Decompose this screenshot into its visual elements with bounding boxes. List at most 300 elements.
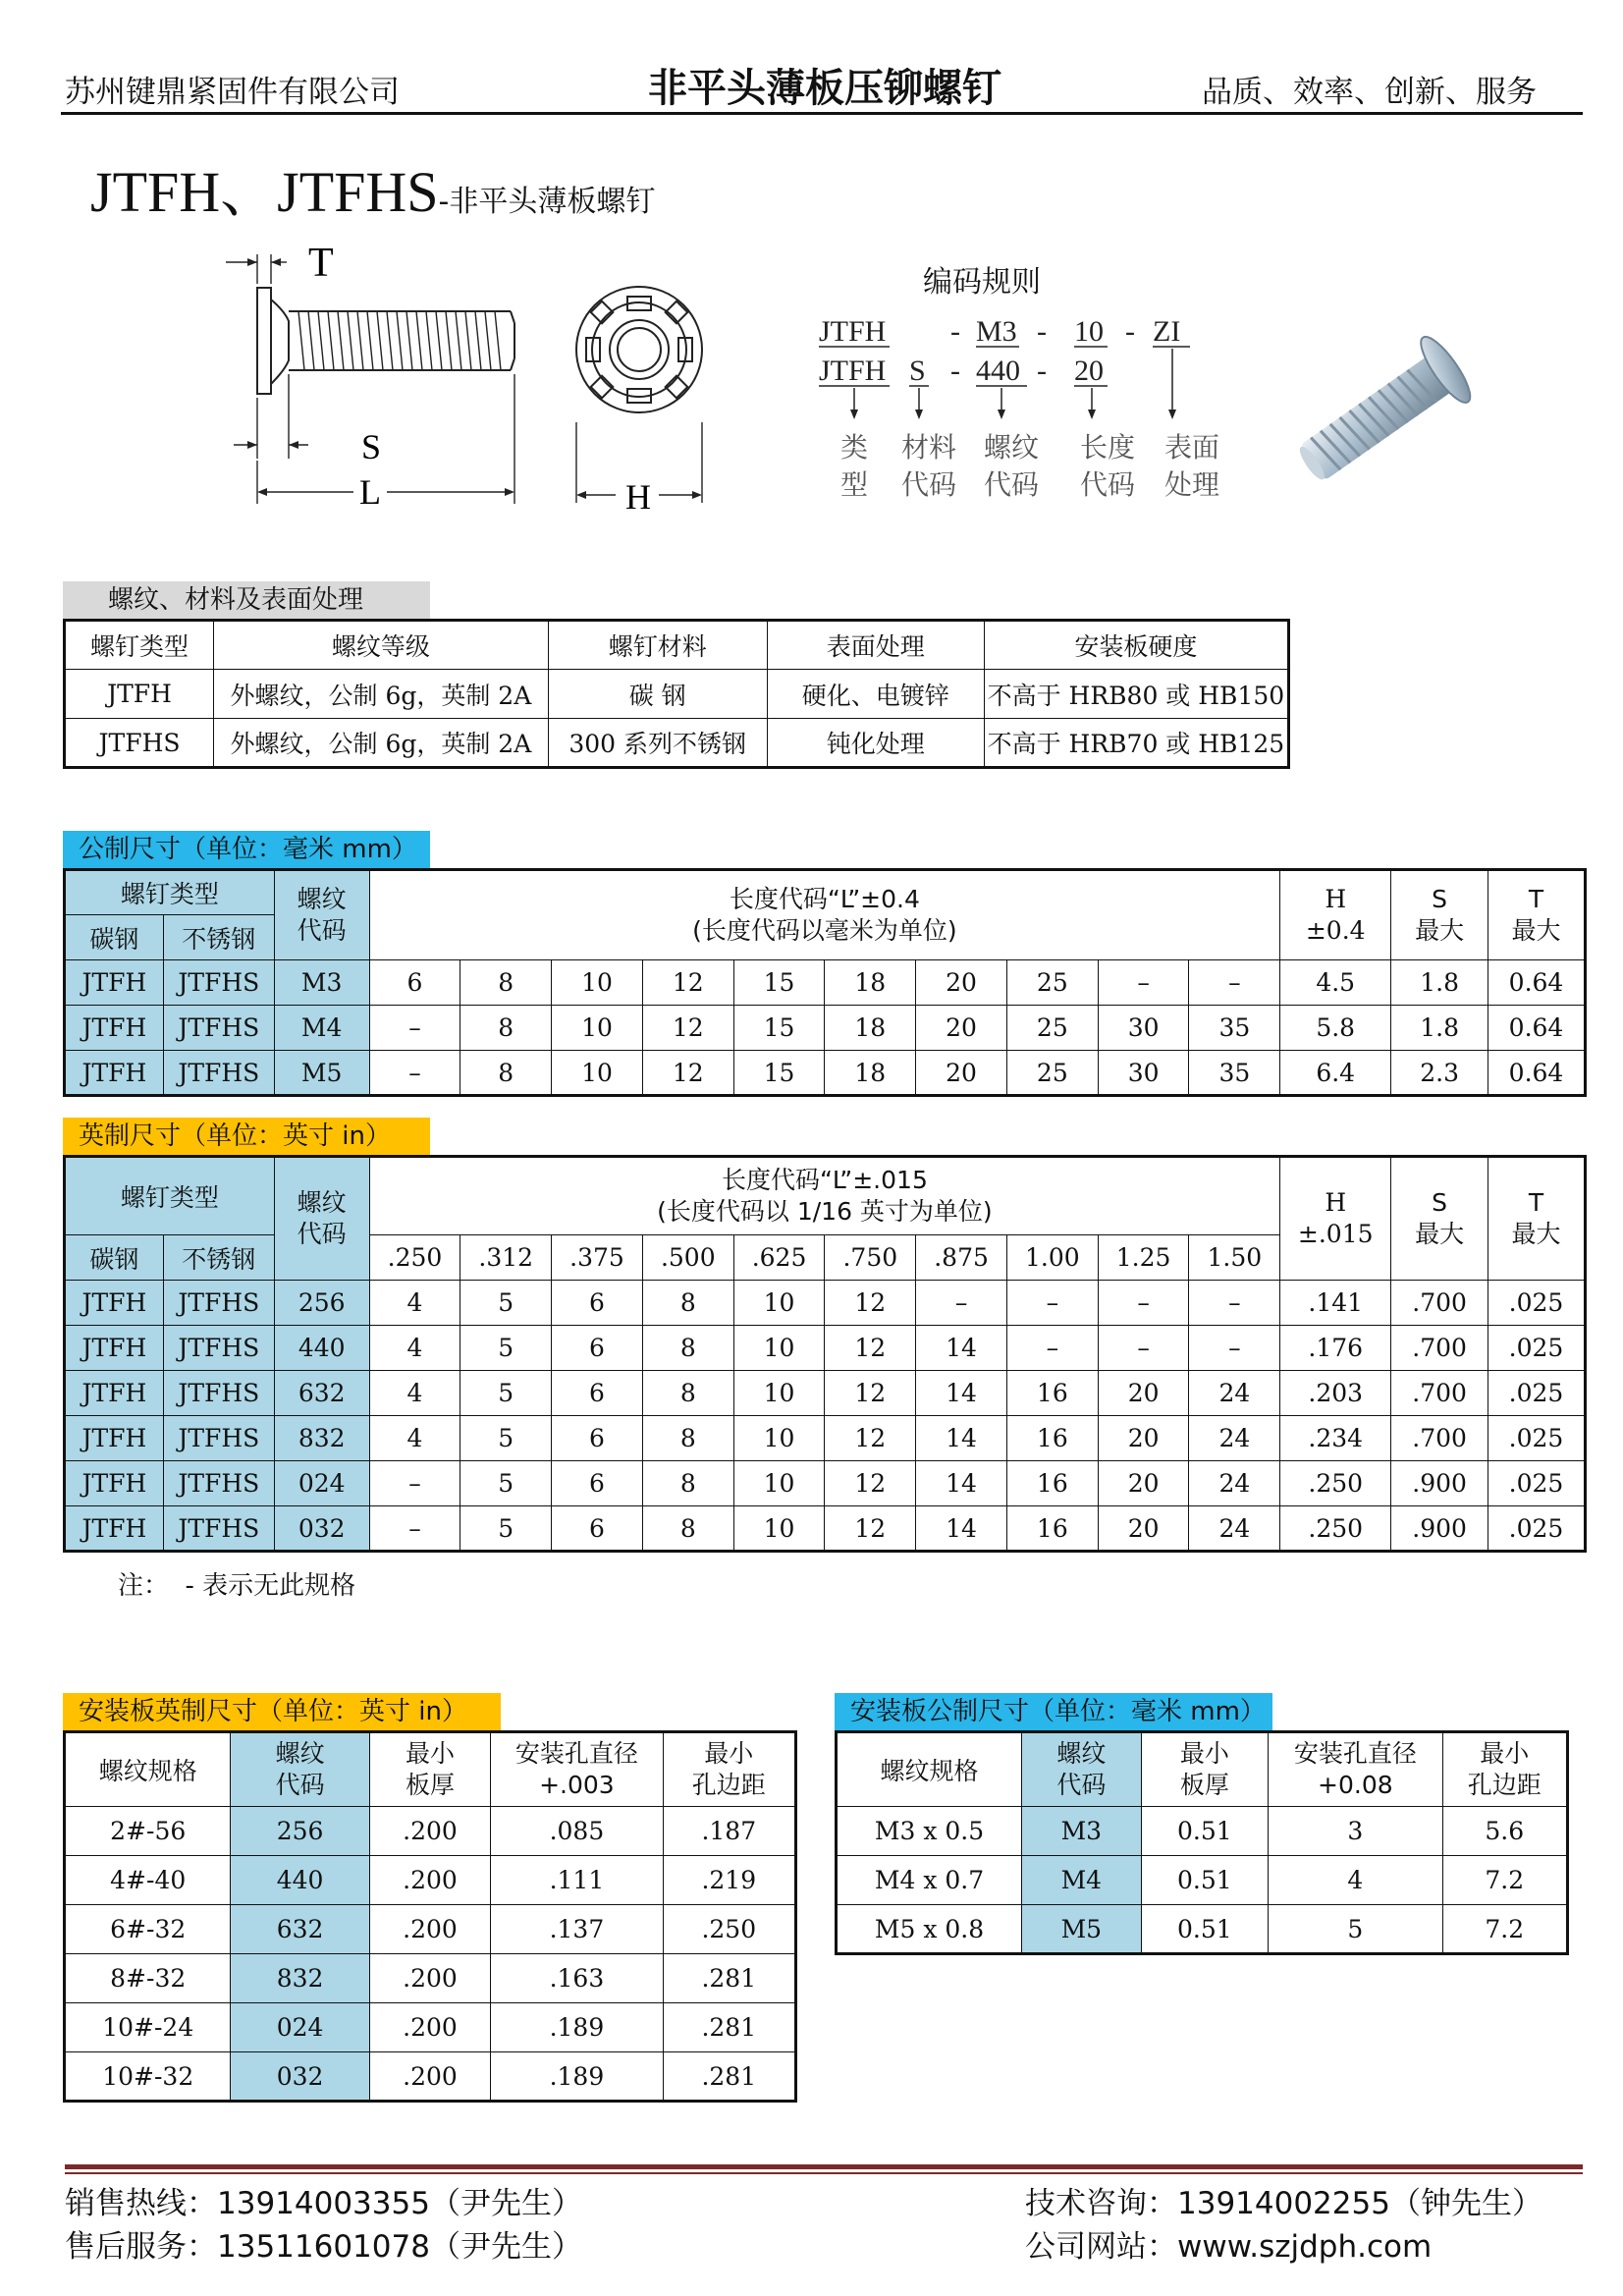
code-row2-material: S xyxy=(909,355,926,387)
thread-header: 螺纹代码 xyxy=(274,1157,369,1281)
code-row1-thread: M3 xyxy=(976,315,1017,348)
table-cell: .025 xyxy=(1488,1281,1586,1326)
table-cell: .163 xyxy=(491,1954,663,2003)
page-title: 非平头薄板压铆螺钉 xyxy=(648,66,1001,111)
table-cell: 24 xyxy=(1189,1461,1280,1506)
product-title: JTFH、JTFHS xyxy=(90,160,439,224)
thread-header: 螺纹代码 xyxy=(274,870,369,960)
table-cell: 25 xyxy=(1006,1006,1098,1051)
edge-header-line2: 孔边距 xyxy=(691,1771,766,1799)
footer-rule xyxy=(65,2164,1583,2169)
code-row1-finish: ZI xyxy=(1153,315,1181,348)
code-row1-dash2: - xyxy=(1037,315,1047,348)
code-label-thread-1: 螺纹 xyxy=(983,431,1040,464)
table-cell: 4 xyxy=(369,1326,460,1371)
thickness-header-line1: 最小 xyxy=(1179,1739,1229,1768)
table-cell: M3 xyxy=(1022,1807,1142,1856)
header-cell: 螺纹等级 xyxy=(214,621,549,670)
length-cell: 1.50 xyxy=(1189,1235,1280,1281)
thickness-header-line2: 板厚 xyxy=(1179,1771,1229,1799)
h-header xyxy=(1280,870,1391,960)
thread-header-line1: 螺纹 xyxy=(275,1739,325,1768)
table-row xyxy=(65,2052,796,2102)
table-cell: JTFHS xyxy=(163,1371,274,1416)
table-cell: .200 xyxy=(369,1954,491,2003)
screw-side-diagram xyxy=(214,241,528,520)
table-cell: 6 xyxy=(552,1506,643,1552)
table-cell: 14 xyxy=(916,1461,1007,1506)
table-cell: 12 xyxy=(642,1051,733,1096)
table-cell: – xyxy=(1006,1281,1098,1326)
table-cell: .700 xyxy=(1391,1371,1488,1416)
table-cell: 12 xyxy=(825,1506,916,1552)
table-row xyxy=(65,1905,796,1954)
table-cell: 12 xyxy=(642,1006,733,1051)
table-cell: 24 xyxy=(1189,1371,1280,1416)
hole-header-line2: +0.08 xyxy=(1318,1771,1393,1799)
table-cell: 20 xyxy=(916,960,1007,1006)
edge-header xyxy=(1442,1732,1567,1807)
table-cell: 8 xyxy=(642,1281,733,1326)
thread-header xyxy=(231,1732,369,1807)
table-cell: .219 xyxy=(663,1856,795,1905)
code-label-type-2: 型 xyxy=(839,468,869,501)
table-cell: 8 xyxy=(642,1506,733,1552)
table-cell: JTFHS xyxy=(65,719,214,768)
table-cell: 4 xyxy=(369,1281,460,1326)
table-cell: .200 xyxy=(369,2052,491,2102)
table-cell: .025 xyxy=(1488,1461,1586,1506)
table-row xyxy=(65,1326,1586,1371)
length-cell: .312 xyxy=(460,1235,552,1281)
table-cell: 0.64 xyxy=(1488,1006,1586,1051)
table-cell: 8 xyxy=(642,1416,733,1461)
table-row xyxy=(837,1905,1568,1954)
table-cell: 14 xyxy=(916,1326,1007,1371)
table-cell: 10 xyxy=(733,1281,825,1326)
s-header xyxy=(1391,1157,1488,1281)
header-cell: 螺钉材料 xyxy=(548,621,767,670)
table-cell: 20 xyxy=(1098,1416,1189,1461)
table-cell: 6 xyxy=(552,1326,643,1371)
table-cell: 440 xyxy=(231,1856,369,1905)
mount-imperial-section-label: 安装板英制尺寸（单位：英寸 in） xyxy=(63,1693,501,1730)
length-cell: .750 xyxy=(825,1235,916,1281)
table-cell: M3 x 0.5 xyxy=(837,1807,1022,1856)
code-row1-type: JTFH xyxy=(819,315,887,348)
s-header-line2: 最大 xyxy=(1415,916,1465,945)
table-cell: .281 xyxy=(663,2052,795,2102)
h-header xyxy=(1280,1157,1391,1281)
table-cell: 30 xyxy=(1098,1006,1189,1051)
table-cell: 6 xyxy=(552,1371,643,1416)
edge-header xyxy=(663,1732,795,1807)
length-cell: .250 xyxy=(369,1235,460,1281)
code-row2-type: JTFH xyxy=(819,355,887,387)
table-cell: 8 xyxy=(460,1006,552,1051)
table-cell: 12 xyxy=(825,1416,916,1461)
table-cell: JTFH xyxy=(65,1326,164,1371)
table-cell: 12 xyxy=(642,960,733,1006)
table-cell: .700 xyxy=(1391,1416,1488,1461)
table-cell: 35 xyxy=(1189,1006,1280,1051)
table-cell: 632 xyxy=(274,1371,369,1416)
table-cell: 5 xyxy=(460,1506,552,1552)
table-cell: M5 xyxy=(274,1051,369,1096)
table-cell: 5 xyxy=(460,1416,552,1461)
table-cell: 5.6 xyxy=(1442,1807,1567,1856)
table-cell: 12 xyxy=(825,1371,916,1416)
table-row xyxy=(65,1954,796,2003)
code-label-thread-2: 代码 xyxy=(983,468,1040,501)
table-cell: 16 xyxy=(1006,1371,1098,1416)
table-cell: JTFH xyxy=(65,1416,164,1461)
table-cell: – xyxy=(1006,1326,1098,1371)
table-cell: .281 xyxy=(663,1954,795,2003)
table-cell: – xyxy=(369,1461,460,1506)
table-cell: 不高于 HRB80 或 HB150 xyxy=(984,670,1288,719)
table-cell: .900 xyxy=(1391,1506,1488,1552)
table-cell: JTFHS xyxy=(163,960,274,1006)
code-row1-length: 10 xyxy=(1074,315,1104,348)
table-row xyxy=(65,1006,1586,1051)
code-label-finish-1: 表面 xyxy=(1163,431,1220,464)
table-cell: 16 xyxy=(1006,1461,1098,1506)
table-cell: 硬化、电镀锌 xyxy=(767,670,984,719)
table-cell: 256 xyxy=(231,1807,369,1856)
table-cell: 6 xyxy=(552,1461,643,1506)
s-header xyxy=(1391,870,1488,960)
table-cell: – xyxy=(916,1281,1007,1326)
imperial-section-label: 英制尺寸（单位：英寸 in） xyxy=(63,1118,430,1155)
table-cell: 024 xyxy=(231,2003,369,2052)
table-cell: JTFH xyxy=(65,1006,164,1051)
table-cell: JTFHS xyxy=(163,1416,274,1461)
table-cell: 10 xyxy=(552,1006,643,1051)
table-cell: 4 xyxy=(369,1416,460,1461)
length-header xyxy=(369,1157,1280,1235)
length-cell: 1.25 xyxy=(1098,1235,1189,1281)
table-cell: 10 xyxy=(733,1326,825,1371)
metric-table xyxy=(63,868,1587,1097)
thickness-header-line2: 板厚 xyxy=(406,1771,456,1799)
table-cell: JTFHS xyxy=(163,1326,274,1371)
table-cell: – xyxy=(369,1506,460,1552)
table-cell: JTFHS xyxy=(163,1051,274,1096)
table-row xyxy=(65,1281,1586,1326)
table-cell: 832 xyxy=(274,1416,369,1461)
table-cell: 16 xyxy=(1006,1416,1098,1461)
length-header-line1: 长度代码“L”±.015 xyxy=(721,1166,928,1194)
table-cell: 6 xyxy=(552,1416,643,1461)
metric-section-label: 公制尺寸（单位：毫米 mm） xyxy=(63,831,430,868)
table-cell: .025 xyxy=(1488,1416,1586,1461)
table-cell: 20 xyxy=(1098,1371,1189,1416)
table-cell: 3 xyxy=(1269,1807,1442,1856)
table-cell: – xyxy=(1098,960,1189,1006)
spec-header: 螺纹规格 xyxy=(837,1732,1022,1807)
table-cell: 4#-40 xyxy=(65,1856,231,1905)
table-cell: 10 xyxy=(733,1371,825,1416)
table-cell: M4 xyxy=(1022,1856,1142,1905)
code-label-length-2: 代码 xyxy=(1079,468,1136,501)
table-cell: .250 xyxy=(1280,1461,1391,1506)
company-name: 苏州键鼎紧固件有限公司 xyxy=(65,75,400,110)
length-header-line1: 长度代码“L”±0.4 xyxy=(729,885,920,913)
table-cell: M5 xyxy=(1022,1905,1142,1954)
header-rule xyxy=(61,112,1583,115)
table-cell: 14 xyxy=(916,1416,1007,1461)
code-row2-dash1: - xyxy=(950,355,960,387)
table-cell: JTFHS xyxy=(163,1506,274,1552)
table-cell: 8 xyxy=(642,1371,733,1416)
footer-sales: 销售热线：13914003355（尹先生） xyxy=(65,2186,582,2221)
hole-header-line2: +.003 xyxy=(539,1771,615,1799)
screw-end-diagram xyxy=(565,275,722,525)
table-cell: 0.64 xyxy=(1488,960,1586,1006)
table-cell: 440 xyxy=(274,1326,369,1371)
edge-header-line1: 最小 xyxy=(1480,1739,1530,1768)
table-cell: 18 xyxy=(825,960,916,1006)
h-header-line2: ±.015 xyxy=(1297,1220,1374,1248)
mount-metric-section-label: 安装板公制尺寸（单位：毫米 mm） xyxy=(835,1693,1272,1730)
table-cell: .176 xyxy=(1280,1326,1391,1371)
length-header-line2: (长度代码以 1/16 英寸为单位) xyxy=(657,1197,993,1226)
table-row xyxy=(837,1807,1568,1856)
table-cell: 6 xyxy=(552,1281,643,1326)
code-label-material-2: 代码 xyxy=(900,468,957,501)
table-cell: 2#-56 xyxy=(65,1807,231,1856)
thread-header xyxy=(1022,1732,1142,1807)
table-row xyxy=(65,1506,1586,1552)
table-cell: 钝化处理 xyxy=(767,719,984,768)
footer-tech: 技术咨询：13914002255（钟先生） xyxy=(1025,2186,1542,2221)
table-cell: .200 xyxy=(369,1807,491,1856)
table-cell: JTFHS xyxy=(163,1281,274,1326)
note: 注： - 表示无此规格 xyxy=(118,1571,356,1601)
table-cell: .025 xyxy=(1488,1371,1586,1416)
table-cell: 5 xyxy=(460,1281,552,1326)
table-cell: 5 xyxy=(460,1371,552,1416)
thread-header-line1: 螺纹 xyxy=(1056,1739,1107,1768)
table-cell: JTFH xyxy=(65,1051,164,1096)
table-cell: JTFHS xyxy=(163,1461,274,1506)
table-cell: 12 xyxy=(825,1326,916,1371)
table-cell: JTFH xyxy=(65,1371,164,1416)
thickness-header-line1: 最小 xyxy=(406,1739,456,1768)
length-cell: .500 xyxy=(642,1235,733,1281)
table-cell: 8 xyxy=(460,960,552,1006)
length-header-line2: (长度代码以毫米为单位) xyxy=(692,916,957,945)
label-t: T xyxy=(308,241,334,286)
table-cell: .200 xyxy=(369,1856,491,1905)
t-header-line1: T xyxy=(1528,885,1544,913)
table-header-row xyxy=(65,621,1289,670)
table-cell: M4 xyxy=(274,1006,369,1051)
table-cell: JTFH xyxy=(65,1461,164,1506)
code-row1-dash1: - xyxy=(950,315,960,348)
table-cell: 5.8 xyxy=(1280,1006,1391,1051)
table-cell: .025 xyxy=(1488,1326,1586,1371)
table-cell: – xyxy=(1189,1326,1280,1371)
length-cell: .375 xyxy=(552,1235,643,1281)
table-cell: 20 xyxy=(1098,1506,1189,1552)
coding-title: 编码规则 xyxy=(923,265,1041,300)
table-cell: 35 xyxy=(1189,1051,1280,1096)
table-cell: 1.8 xyxy=(1391,960,1488,1006)
table-cell: .141 xyxy=(1280,1281,1391,1326)
table-row xyxy=(837,1856,1568,1905)
table-row xyxy=(65,2003,796,2052)
table-cell: – xyxy=(369,1006,460,1051)
table-cell: .200 xyxy=(369,2003,491,2052)
table-cell: 14 xyxy=(916,1506,1007,1552)
code-row2-length: 20 xyxy=(1074,355,1104,387)
table-cell: 6#-32 xyxy=(65,1905,231,1954)
product-photo xyxy=(1267,295,1502,530)
header-cell: 螺钉类型 xyxy=(65,621,214,670)
table-row xyxy=(65,1371,1586,1416)
table-cell: JTFH xyxy=(65,1281,164,1326)
table-cell: 15 xyxy=(733,1051,825,1096)
table-cell: 18 xyxy=(825,1051,916,1096)
table-cell: 12 xyxy=(825,1281,916,1326)
header-cell: 安装板硬度 xyxy=(984,621,1288,670)
table-cell: 24 xyxy=(1189,1506,1280,1552)
header-cell: 表面处理 xyxy=(767,621,984,670)
mount-metric-table xyxy=(835,1730,1569,1955)
table-cell: 256 xyxy=(274,1281,369,1326)
table-row xyxy=(65,670,1289,719)
table-cell: 1.8 xyxy=(1391,1006,1488,1051)
table-cell: 032 xyxy=(274,1506,369,1552)
edge-header-line1: 最小 xyxy=(704,1739,754,1768)
product-title-block xyxy=(90,145,655,228)
length-cell: 1.00 xyxy=(1006,1235,1098,1281)
table-cell: 8#-32 xyxy=(65,1954,231,2003)
stainless-header: 不锈钢 xyxy=(163,1235,274,1281)
table-cell: 8 xyxy=(460,1051,552,1096)
table-cell: .200 xyxy=(369,1905,491,1954)
table-cell: 4.5 xyxy=(1280,960,1391,1006)
table-cell: 10 xyxy=(733,1461,825,1506)
table-cell: 632 xyxy=(231,1905,369,1954)
t-header xyxy=(1488,1157,1586,1281)
thickness-header xyxy=(369,1732,491,1807)
table-cell: .111 xyxy=(491,1856,663,1905)
t-header-line2: 最大 xyxy=(1511,916,1561,945)
footer-rule-thin xyxy=(65,2172,1583,2174)
table-cell: 6 xyxy=(369,960,460,1006)
table-cell: 4 xyxy=(369,1371,460,1416)
type-header: 螺钉类型 xyxy=(65,870,275,915)
thread-header-line2: 代码 xyxy=(1056,1771,1107,1799)
table-row xyxy=(65,1856,796,1905)
table-cell: .189 xyxy=(491,2052,663,2102)
table-cell: 6.4 xyxy=(1280,1051,1391,1096)
table-cell: JTFHS xyxy=(163,1006,274,1051)
length-header xyxy=(369,870,1280,960)
table-cell: .187 xyxy=(663,1807,795,1856)
table-cell: 14 xyxy=(916,1371,1007,1416)
table-cell: .700 xyxy=(1391,1281,1488,1326)
code-label-length-1: 长度 xyxy=(1079,431,1136,464)
table-cell: .250 xyxy=(663,1905,795,1954)
length-cell: .625 xyxy=(733,1235,825,1281)
table-cell: 5 xyxy=(1269,1905,1442,1954)
code-label-type-1: 类 xyxy=(839,431,869,464)
code-label-finish-2: 处理 xyxy=(1163,468,1220,501)
table-cell: .250 xyxy=(1280,1506,1391,1552)
table-cell: 10#-32 xyxy=(65,2052,231,2102)
product-subtitle: -非平头薄板螺钉 xyxy=(438,185,656,219)
table-cell: – xyxy=(369,1051,460,1096)
table-cell: 5 xyxy=(460,1461,552,1506)
imperial-table xyxy=(63,1155,1587,1553)
table-cell: – xyxy=(1098,1281,1189,1326)
table-cell: 5 xyxy=(460,1326,552,1371)
slogan: 品质、效率、创新、服务 xyxy=(1202,75,1537,110)
s-header-line2: 最大 xyxy=(1415,1220,1465,1248)
table-cell: .189 xyxy=(491,2003,663,2052)
table-cell: .281 xyxy=(663,2003,795,2052)
table-cell: 外螺纹，公制 6g，英制 2A xyxy=(214,719,549,768)
table-cell: 10#-24 xyxy=(65,2003,231,2052)
table-cell: 20 xyxy=(916,1051,1007,1096)
table-cell: 7.2 xyxy=(1442,1856,1567,1905)
table-cell: 4 xyxy=(1269,1856,1442,1905)
footer-website: 公司网站：www.szjdph.com xyxy=(1025,2229,1433,2265)
table-cell: 24 xyxy=(1189,1416,1280,1461)
table-cell: 10 xyxy=(552,960,643,1006)
code-row2-dash2: - xyxy=(1037,355,1047,387)
table-cell: 10 xyxy=(733,1416,825,1461)
table-cell: .700 xyxy=(1391,1326,1488,1371)
table-cell: 832 xyxy=(231,1954,369,2003)
table-cell: 12 xyxy=(825,1461,916,1506)
code-row2-thread: 440 xyxy=(976,355,1020,387)
table-cell: 0.51 xyxy=(1141,1905,1269,1954)
table-cell: 碳 钢 xyxy=(548,670,767,719)
carbon-header: 碳钢 xyxy=(65,1235,164,1281)
material-section-label: 螺纹、材料及表面处理 xyxy=(63,581,430,619)
s-header-line1: S xyxy=(1432,1188,1448,1217)
table-cell: 0.51 xyxy=(1141,1807,1269,1856)
table-cell: 16 xyxy=(1006,1506,1098,1552)
table-cell: 不高于 HRB70 或 HB125 xyxy=(984,719,1288,768)
hole-header xyxy=(491,1732,663,1807)
code-row1-dash3: - xyxy=(1125,315,1135,348)
table-cell: 25 xyxy=(1006,960,1098,1006)
material-table xyxy=(63,619,1290,769)
t-header-line1: T xyxy=(1528,1188,1544,1217)
table-cell: 20 xyxy=(916,1006,1007,1051)
table-cell: .234 xyxy=(1280,1416,1391,1461)
table-cell: 2.3 xyxy=(1391,1051,1488,1096)
table-cell: – xyxy=(1189,1281,1280,1326)
t-header-line2: 最大 xyxy=(1511,1220,1561,1248)
thickness-header xyxy=(1141,1732,1269,1807)
table-cell: – xyxy=(1189,960,1280,1006)
table-cell: 7.2 xyxy=(1442,1905,1567,1954)
footer-service: 售后服务：13511601078（尹先生） xyxy=(65,2229,582,2265)
table-cell: 8 xyxy=(642,1326,733,1371)
table-cell: JTFH xyxy=(65,670,214,719)
table-cell: 024 xyxy=(274,1461,369,1506)
table-cell: M3 xyxy=(274,960,369,1006)
hole-header xyxy=(1269,1732,1442,1807)
table-row xyxy=(65,960,1586,1006)
